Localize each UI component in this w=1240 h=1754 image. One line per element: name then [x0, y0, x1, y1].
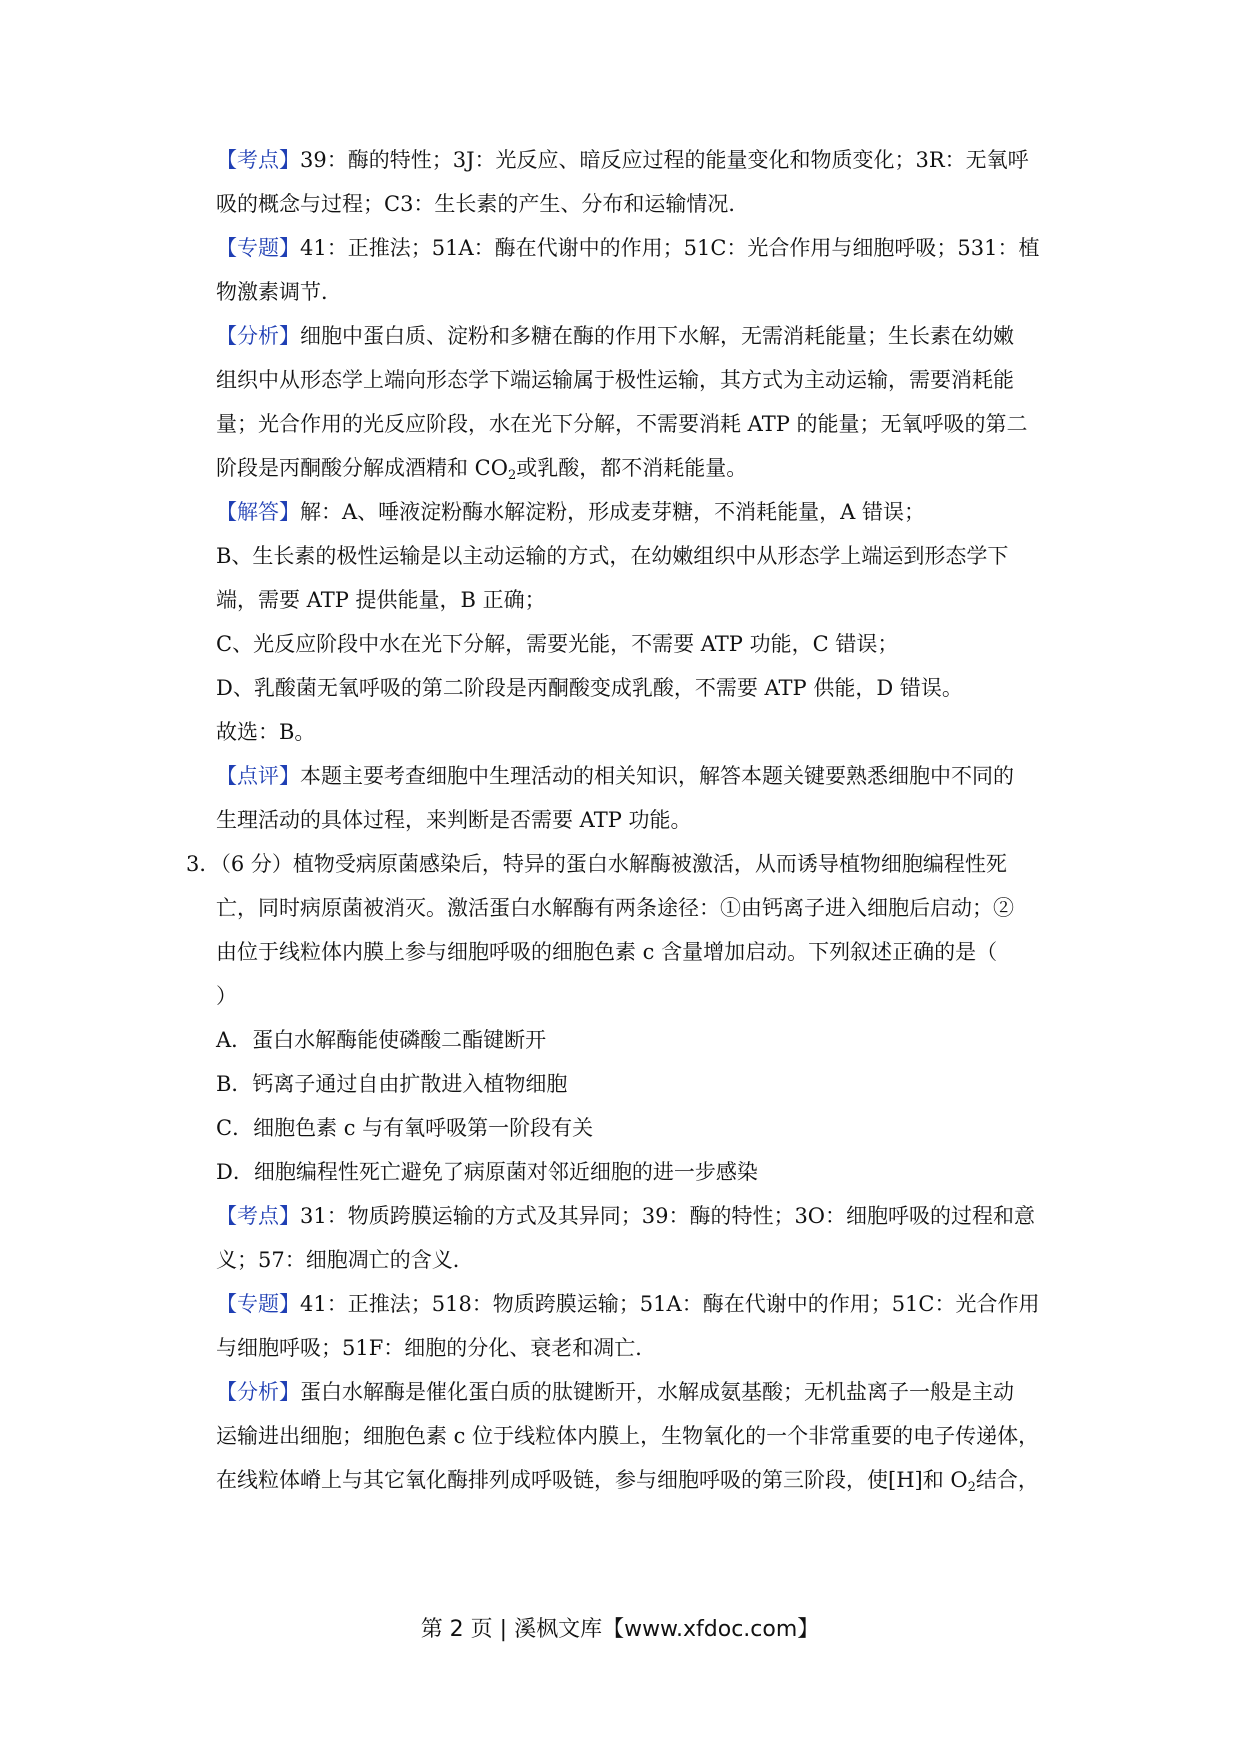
- q2-jieda-line-5: D、乳酸菌无氧呼吸的第二阶段是丙酮酸变成乳酸，不需要 ATP 供能，D 错误。: [216, 676, 963, 700]
- fenxi-tag: 【分析】: [216, 1380, 300, 1404]
- q2-dianping-line-2: 生理活动的具体过程，来判断是否需要 ATP 功能。: [216, 808, 692, 832]
- text: 41：正推法；518：物质跨膜运输；51A：酶在代谢中的作用；51C：光合作用: [300, 1292, 1040, 1316]
- q3-stem-line-3: 由位于线粒体内膜上参与细胞呼吸的细胞色素 c 含量增加启动。下列叙述正确的是（: [216, 940, 998, 964]
- q3-kaodian-line-2: 义；57：细胞凋亡的含义．: [216, 1248, 474, 1272]
- q2-answer: 故选：B。: [216, 720, 316, 744]
- q3-fenxi-line-1: [216, 1378, 1050, 1406]
- page-footer: 第 2 页 | 溪枫文库【www.xfdoc.com】: [420, 1617, 820, 1642]
- text: 或乳酸，都不消耗能量。: [516, 456, 748, 480]
- subscript: 2: [507, 468, 517, 483]
- q2-fenxi-line-1: [216, 322, 1050, 350]
- q2-jieda-line-1: [216, 498, 1050, 526]
- q3-fenxi-line-2: 运输进出细胞；细胞色素 c 位于线粒体内膜上，生物氧化的一个非常重要的电子传递体，: [216, 1424, 1040, 1448]
- q3-option-d: D．细胞编程性死亡避免了病原菌对邻近细胞的进一步感染: [216, 1160, 758, 1184]
- q2-dianping-line-1: [216, 762, 1050, 790]
- text: 结合，: [975, 1468, 1039, 1492]
- q2-jieda-line-2: B、生长素的极性运输是以主动运输的方式，在幼嫩组织中从形态学上端运到形态学下: [216, 544, 1009, 568]
- text: 解：A、唾液淀粉酶水解淀粉，形成麦芽糖，不消耗能量，A 错误；: [300, 500, 926, 524]
- text: 39：酶的特性；3J：光反应、暗反应过程的能量变化和物质变化；3R：无氧呼: [300, 148, 1029, 172]
- q3-option-a: A．蛋白水解酶能使磷酸二酯键断开: [216, 1028, 547, 1052]
- text: 细胞中蛋白质、淀粉和多糖在酶的作用下水解，无需消耗能量；生长素在幼嫩: [300, 324, 1014, 348]
- dianping-tag: 【点评】: [216, 764, 300, 788]
- q3-option-c: C．细胞色素 c 与有氧呼吸第一阶段有关: [216, 1116, 594, 1140]
- fenxi-tag: 【分析】: [216, 324, 300, 348]
- text: 31：物质跨膜运输的方式及其异同；39：酶的特性；3O：细胞呼吸的过程和意: [300, 1204, 1036, 1228]
- text: 蛋白水解酶是催化蛋白质的肽键断开，水解成氨基酸；无机盐离子一般是主动: [300, 1380, 1014, 1404]
- text: 在线粒体嵴上与其它氧化酶排列成呼吸链，参与细胞呼吸的第三阶段，使[H]和 O: [216, 1468, 968, 1492]
- q2-zhuanti-line-2: 物激素调节．: [216, 280, 342, 304]
- q3-stem-line-2: 亡，同时病原菌被消灭。激活蛋白水解酶有两条途径：①由钙离子进入细胞后启动；②: [216, 896, 1014, 920]
- jieda-tag: 【解答】: [216, 500, 300, 524]
- subscript: 2: [967, 1480, 976, 1495]
- q3-kaodian-line-1: [216, 1202, 1050, 1230]
- kaodian-tag: 【考点】: [216, 1204, 300, 1228]
- q3-option-b: B．钙离子通过自由扩散进入植物细胞: [216, 1072, 568, 1096]
- q2-kaodian-line-2: 吸的概念与过程；C3：生长素的产生、分布和运输情况．: [216, 192, 750, 216]
- q3-stem-line-1: 3．（6 分）植物受病原菌感染后，特异的蛋白水解酶被激活，从而诱导植物细胞编程性死: [186, 852, 1007, 876]
- q2-fenxi-line-4: [216, 454, 1050, 482]
- q2-jieda-line-4: C、光反应阶段中水在光下分解，需要光能，不需要 ATP 功能，C 错误；: [216, 632, 899, 656]
- q3-zhuanti-line-2: 与细胞呼吸；51F：细胞的分化、衰老和凋亡．: [216, 1336, 657, 1360]
- text: 41：正推法；51A：酶在代谢中的作用；51C：光合作用与细胞呼吸；531：植: [300, 236, 1040, 260]
- text: 阶段是丙酮酸分解成酒精和 CO: [216, 456, 508, 480]
- kaodian-tag: 【考点】: [216, 148, 300, 172]
- q2-zhuanti-line-1: [216, 234, 1050, 262]
- text: 本题主要考查细胞中生理活动的相关知识，解答本题关键要熟悉细胞中不同的: [300, 764, 1014, 788]
- q3-stem-line-4: ）: [216, 984, 237, 1008]
- zhuanti-tag: 【专题】: [216, 1292, 300, 1316]
- q2-fenxi-line-2: 组织中从形态学上端向形态学下端运输属于极性运输，其方式为主动运输，需要消耗能: [216, 368, 1014, 392]
- q3-fenxi-line-3: [216, 1466, 1050, 1494]
- q2-fenxi-line-3: 量；光合作用的光反应阶段，水在光下分解，不需要消耗 ATP 的能量；无氧呼吸的第二: [216, 412, 1028, 436]
- zhuanti-tag: 【专题】: [216, 236, 300, 260]
- q2-jieda-line-3: 端，需要 ATP 提供能量，B 正确；: [216, 588, 546, 612]
- q3-zhuanti-line-1: [216, 1290, 1050, 1318]
- q2-kaodian-line-1: [216, 146, 1050, 174]
